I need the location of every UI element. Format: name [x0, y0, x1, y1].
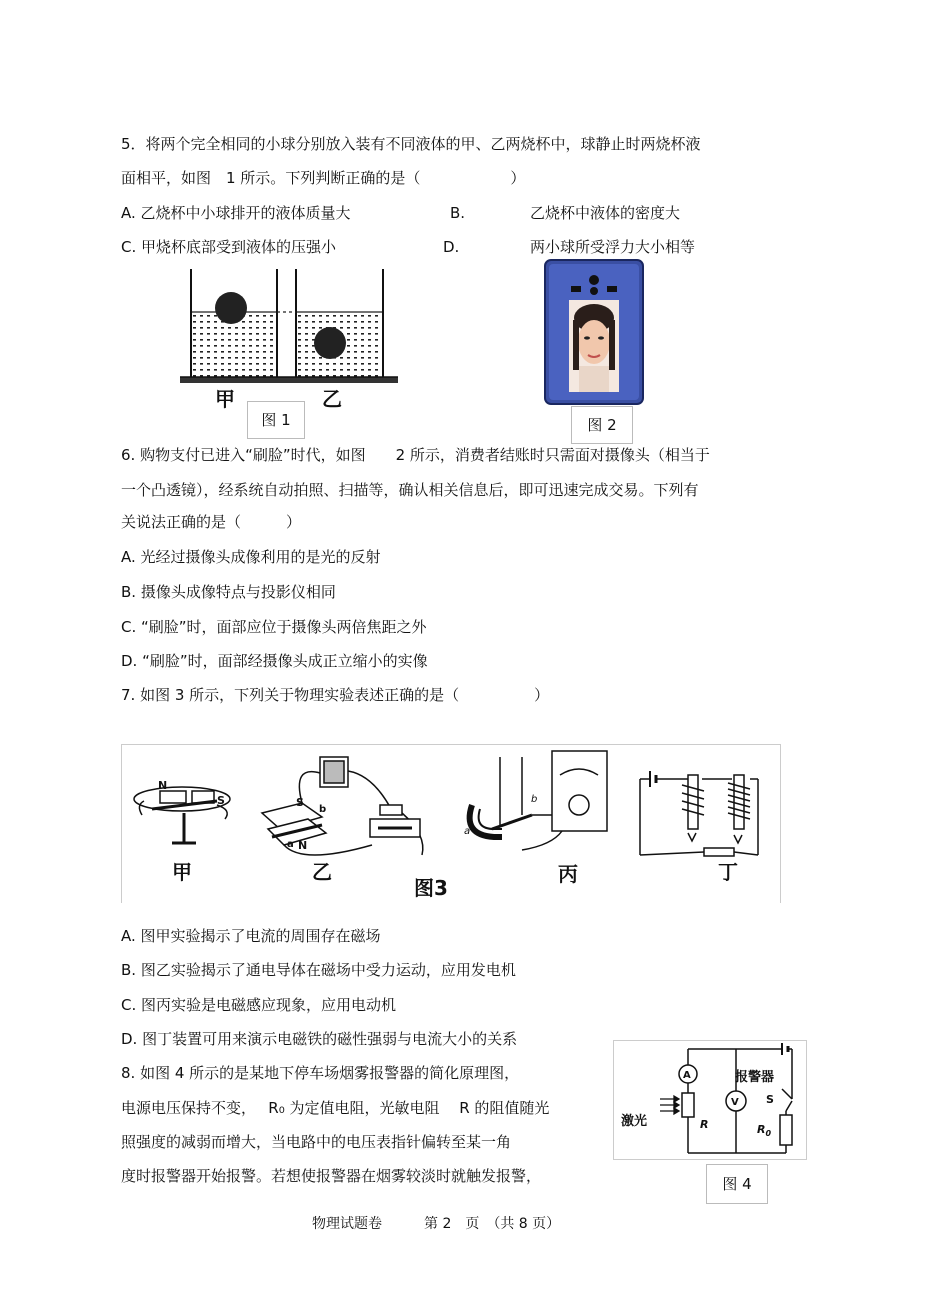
fig3-label-yi: 乙 — [312, 860, 332, 884]
q8-stem-line3: 照强度的减弱而增大，当电路中的电压表指针偏转至某一角 — [121, 1133, 512, 1151]
figure-2-caption: 图 2 — [571, 406, 633, 444]
fig4-switch-label: S — [766, 1093, 774, 1106]
fig4-resistor-r0-label: $R_0$ — [757, 1123, 772, 1139]
q7-option-b: B. 图乙实验揭示了通电导体在磁场中受力运动，应用发电机 — [121, 961, 516, 979]
q7-option-c: C. 图丙实验是电磁感应现象，应用电动机 — [121, 996, 397, 1014]
figure-4-caption: 图 4 — [706, 1164, 768, 1204]
fig4-alarm-label: 报警器 — [735, 1070, 775, 1085]
fig3-mark-b2: b — [531, 794, 538, 805]
fig3-caption: 图3 — [414, 876, 448, 900]
fig3-ding-electromagnet — [640, 771, 758, 856]
q6-stem-line2: 一个凸透镜），经系统自动拍照、扫描等，确认相关信息后，即可迅速完成交易。下列有 — [121, 481, 699, 499]
fig3-mark-a2: a — [464, 826, 471, 837]
fig3-mark-s1: S — [217, 794, 225, 807]
q5-option-b-letter: B. — [450, 204, 466, 222]
fig3-mark-a: a — [287, 839, 294, 850]
q6-stem-line1: 6. 购物支付已进入“刷脸”时代，如图 2 所示，消费者结账时只需面对摄像头（相当于 — [121, 446, 710, 464]
fig3-bing-induction — [470, 751, 607, 850]
q6-option-a: A. 光经过摄像头成像利用的是光的反射 — [121, 548, 381, 566]
fig3-label-ding: 丁 — [718, 860, 738, 884]
q5-option-a: A. 乙烧杯中小球排开的液体质量大 — [121, 204, 351, 222]
page-footer: 物理试题卷 第 2 页 （共 8 页） — [312, 1216, 561, 1232]
figure-1-caption: 图 1 — [247, 401, 305, 439]
q5-option-c: C. 甲烧杯底部受到液体的压强小 — [121, 238, 337, 256]
fig4-laser-label: 激光 — [621, 1114, 648, 1129]
fig4-voltmeter-label: V — [731, 1097, 739, 1108]
fig3-mark-b: b — [319, 804, 327, 815]
figure-1-label-jia: 甲 — [215, 387, 235, 411]
q7-option-a: A. 图甲实验揭示了电流的周围存在磁场 — [121, 927, 381, 945]
q7-option-d: D. 图丁装置可用来演示电磁铁的磁性强弱与电流大小的关系 — [121, 1030, 518, 1048]
q7-stem-line1: 7. 如图 3 所示，下列关于物理实验表述正确的是（ ） — [121, 686, 550, 704]
figure-4-circuit — [613, 1040, 807, 1160]
figure-2-face-camera — [543, 258, 645, 406]
fig3-mark-n2: N — [298, 839, 308, 852]
fig4-resistor-r0-subscript: 0 — [765, 1129, 772, 1139]
q5-stem-line1: 5．将两个完全相同的小球分别放入装有不同液体的甲、乙两烧杯中，球静止时两烧杯液 — [121, 135, 701, 153]
q8-stem-line1: 8. 如图 4 所示的是某地下停车场烟雾报警器的简化原理图， — [121, 1064, 520, 1082]
fig3-jia-oersted — [134, 787, 230, 843]
q6-option-c: C. “刷脸”时，面部应位于摄像头两倍焦距之外 — [121, 618, 427, 636]
fig4-ammeter-label: A — [683, 1070, 691, 1081]
q6-option-d: D. “刷脸”时，面部经摄像头成正立缩小的实像 — [121, 652, 428, 670]
fig3-mark-s2: S — [296, 796, 304, 809]
q8-stem-line4: 度时报警器开始报警。若想使报警器在烟雾较淡时就触发报警， — [121, 1167, 542, 1185]
figure-1-label-yi: 乙 — [322, 387, 342, 411]
q6-stem-line3: 关说法正确的是（ ） — [121, 513, 302, 531]
fig4-resistor-r-label: R — [700, 1118, 709, 1131]
q5-option-d-letter: D. — [443, 238, 460, 256]
q5-option-d: 两小球所受浮力大小相等 — [530, 238, 696, 256]
fig3-label-jia: 甲 — [172, 860, 192, 884]
q5-stem-line2: 面相平，如图 1 所示。下列判断正确的是（ ） — [121, 169, 526, 187]
fig3-mark-n1: N — [158, 779, 168, 792]
figure-3-experiments — [121, 744, 781, 903]
fig3-label-bing: 丙 — [558, 862, 578, 886]
q8-stem-line2: 电源电压保持不变， R₀ 为定值电阻，光敏电阻 R 的阻值随光 — [121, 1099, 550, 1117]
q6-option-b: B. 摄像头成像特点与投影仪相同 — [121, 583, 336, 601]
q5-option-b: 乙烧杯中液体的密度大 — [530, 204, 681, 222]
